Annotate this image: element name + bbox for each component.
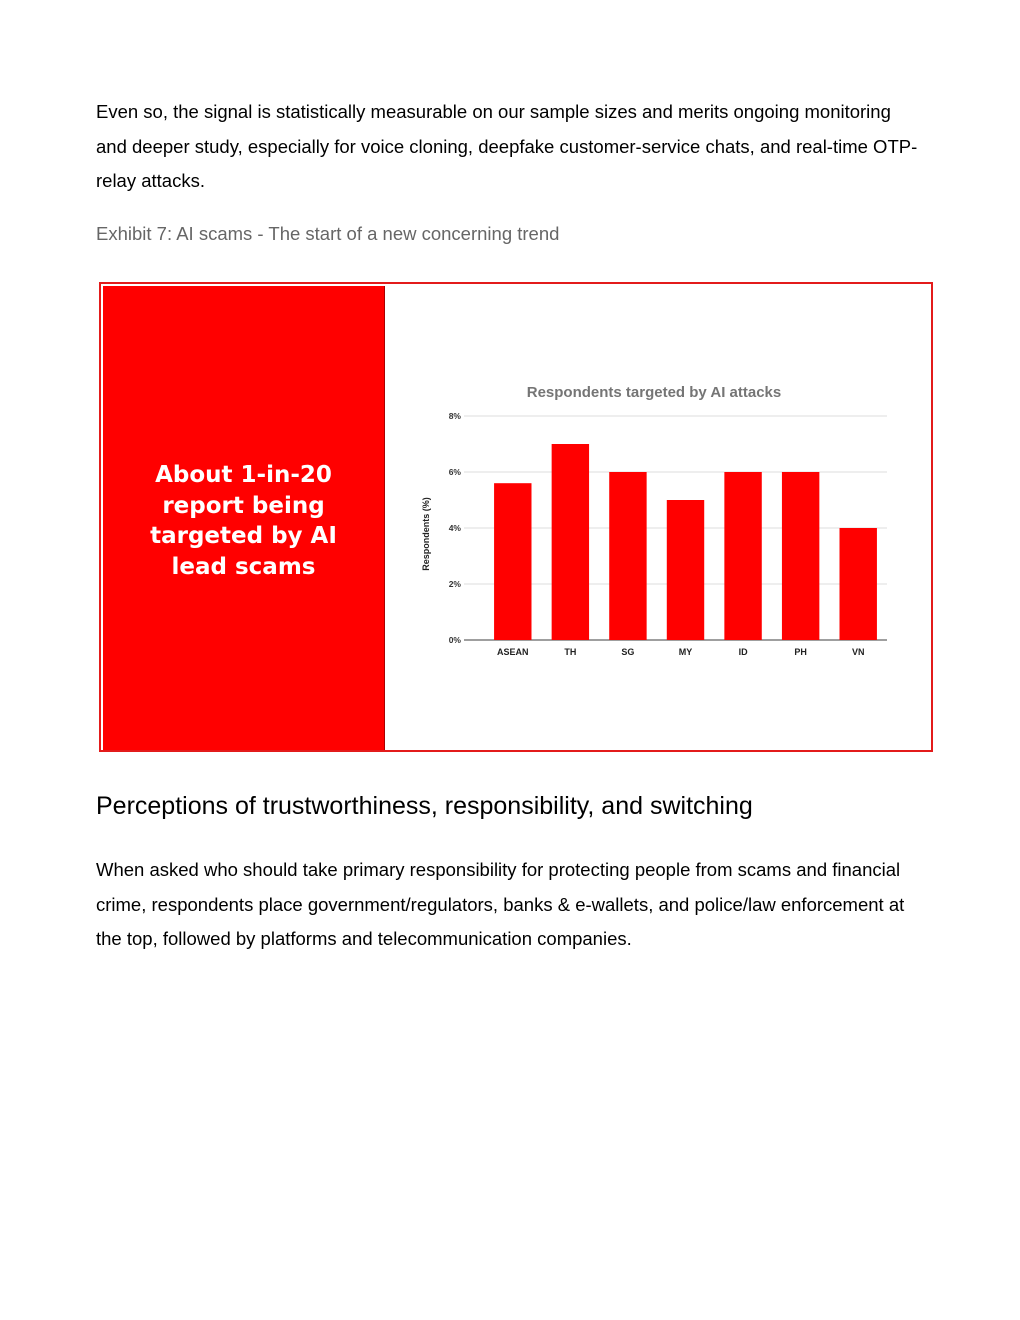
chart-bar-asean: [494, 483, 531, 640]
exhibit-caption: Exhibit 7: AI scams - The start of a new concerning trend: [96, 223, 560, 244]
chart-bar-ph: [782, 472, 819, 640]
chart-y-axis-label: Respondents (%): [421, 497, 431, 571]
callout-text: About 1-in-20 report being targeted by AI lead scams: [150, 462, 337, 580]
chart-x-tick-label: TH: [564, 647, 577, 657]
chart-x-tick-label: MY: [678, 647, 693, 657]
chart-bar-id: [724, 472, 761, 640]
bar-chart: [101, 284, 931, 750]
chart-y-tick-label: 4%: [448, 523, 461, 533]
section-heading: Perceptions of trustworthiness, responsibility, and switching: [96, 792, 753, 820]
chart-x-tick-label: ID: [738, 647, 748, 657]
chart-bar-my: [667, 500, 704, 640]
chart-y-tick-label: 6%: [448, 467, 461, 477]
chart-bar-sg: [609, 472, 646, 640]
chart-bar-th: [552, 444, 589, 640]
chart-x-tick-label: SG: [621, 647, 635, 657]
chart-x-tick-label: ASEAN: [497, 647, 529, 657]
exhibit-panel: [99, 282, 933, 752]
chart-bar-vn: [840, 528, 877, 640]
chart-x-tick-label: VN: [851, 647, 865, 657]
chart-y-tick-label: 2%: [448, 579, 461, 589]
chart-x-tick-label: PH: [794, 647, 807, 657]
chart-y-tick-label: 8%: [448, 411, 461, 421]
chart-y-tick-label: 0%: [448, 635, 461, 645]
chart-title: Respondents targeted by AI attacks: [526, 384, 782, 401]
body-paragraph-2: When asked who should take primary responsibility for protecting people from scams and financial crime, respondents place government/regulators, banks & e-wallets, and police/law enforcement at the top, followed by platforms and telecommunication companies.: [96, 859, 905, 949]
body-paragraph-1: Even so, the signal is statistically measurable on our sample sizes and merits ongoing monitoring and deeper study, especially for voice cloning, deepfake customer-service chats, and real-time OTP-relay attacks.: [96, 101, 918, 191]
